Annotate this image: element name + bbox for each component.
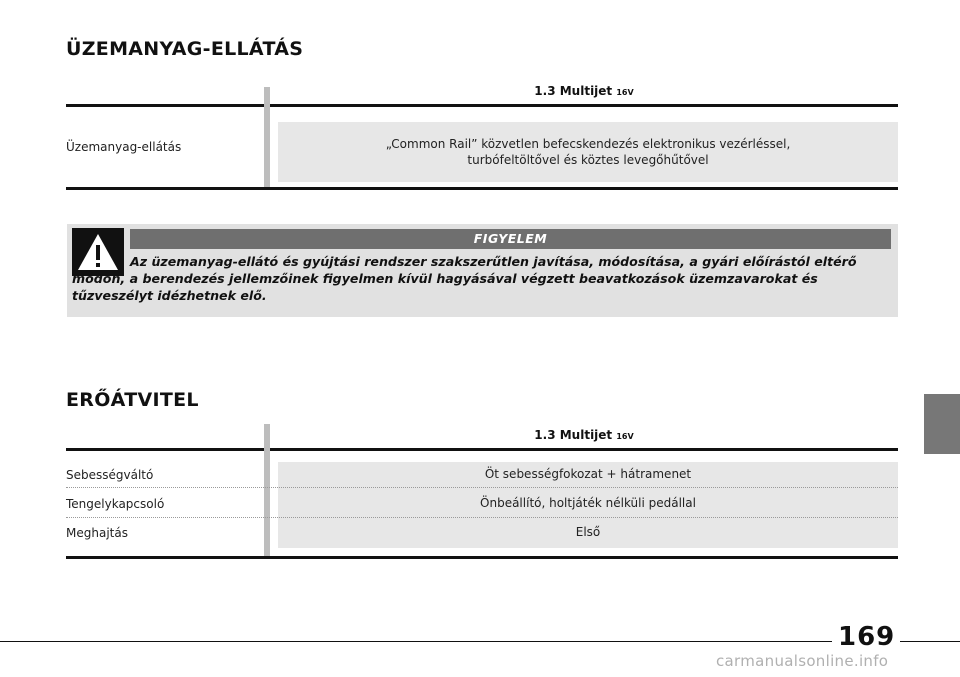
- transmission-row-separator: [66, 487, 898, 488]
- fuel-row-value-box: [278, 122, 898, 182]
- page-number: 169: [838, 622, 896, 652]
- fuel-table-top-rule: [66, 104, 898, 107]
- footer-rule-right: [900, 641, 960, 642]
- transmission-column-header-suffix: 16V: [616, 432, 634, 441]
- footer-rule-left: [0, 641, 832, 642]
- warning-heading: FIGYELEM: [130, 229, 891, 249]
- transmission-table-top-rule: [66, 448, 898, 451]
- site-watermark: carmanualsonline.info: [716, 652, 889, 670]
- transmission-column-header: [270, 428, 898, 442]
- fuel-row-label: Üzemanyag-ellátás: [66, 140, 182, 154]
- section-title-fuel: ÜZEMANYAG-ELLÁTÁS: [66, 38, 304, 60]
- section-title-transmission: ERŐÁTVITEL: [66, 389, 199, 411]
- fuel-row-value-line1: „Common Rail” közvetlen befecskendezés elektronikus vezérléssel,: [385, 137, 791, 151]
- transmission-row-value-gearbox: Öt sebességfokozat + hátramenet: [484, 467, 692, 481]
- transmission-row-separator: [66, 517, 898, 518]
- transmission-row-value-clutch: Önbeállító, holtjáték nélküli pedállal: [480, 496, 696, 510]
- fuel-column-header-model: 1.3 Multijet: [534, 84, 613, 98]
- transmission-table-column-divider: [264, 424, 270, 558]
- transmission-column-header-model: 1.3 Multijet: [534, 428, 613, 442]
- warning-text: Az üzemanyag-ellátó és gyújtási rendszer szakszerűtlen javítása, módosítása, a gyári előírástól eltérő módon, a berendezés jellemzőinek figyelmen kívül hagyásával végzett beavatkozások üzemzavarokat és tűzveszélyt idézhetnek elő.: [72, 254, 857, 303]
- fuel-table-bottom-rule: [66, 187, 898, 190]
- fuel-row-value-line2: turbófeltöltővel és köztes levegőhűtővel: [467, 153, 709, 167]
- transmission-row-label-clutch: Tengelykapcsoló: [66, 497, 165, 511]
- transmission-row-value-drive: Első: [575, 525, 601, 539]
- fuel-table-column-divider: [264, 87, 270, 190]
- chapter-tab-marker: [924, 394, 960, 454]
- fuel-column-header-suffix: 16V: [616, 88, 634, 97]
- fuel-column-header: [270, 84, 898, 98]
- transmission-row-label-gearbox: Sebességváltó: [66, 468, 154, 482]
- transmission-row-label-drive: Meghajtás: [66, 526, 128, 540]
- transmission-table-bottom-rule: [66, 556, 898, 559]
